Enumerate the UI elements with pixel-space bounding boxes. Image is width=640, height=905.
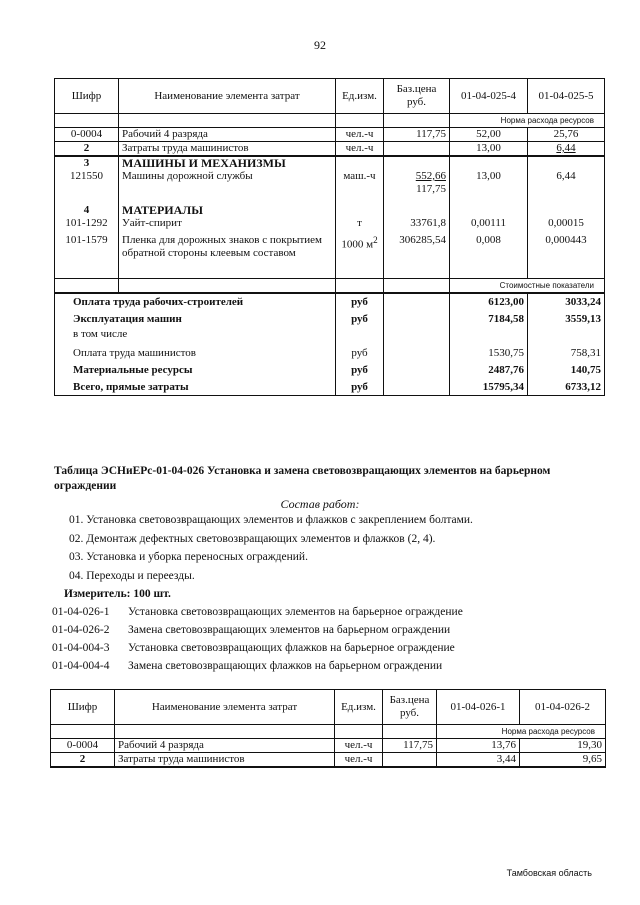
table-row [55,128,605,142]
row-unit [336,234,384,279]
row-unit: чел.-ч [336,142,384,157]
item-code: 01-04-026-2 [52,624,110,636]
summary-row [55,311,605,328]
summary-row [55,328,605,344]
row-unit: чел.-ч [335,739,383,753]
section-title: МАТЕРИАЛЫ [119,204,336,217]
footer-region: Тамбовская область [506,868,592,878]
row-price [384,170,450,204]
row-value-2: 6,44 [528,170,605,204]
summary-unit: руб [336,362,384,379]
row-code: 2 [55,142,119,157]
row-name: Рабочий 4 разряда [115,739,335,753]
work-item: 03. Установка и уборка переносных ограждений. [69,551,308,563]
summary-value-2: 140,75 [528,362,605,379]
summary-value-1: 15795,34 [450,379,528,396]
item-code: 01-04-004-3 [52,642,110,654]
row-value-1: 3,44 [437,753,520,768]
item-text: Замена световозвращающих элементов на барьерном ограждении [128,624,451,636]
summary-unit: руб [336,293,384,311]
row-value-2: 19,30 [520,739,606,753]
norm-label: Норма расхода ресурсов [450,114,605,128]
table-header-row [51,690,606,725]
row-value-1: 13,76 [437,739,520,753]
summary-unit: руб [336,344,384,362]
section-code: 3 [55,156,119,170]
row-price: 306285,54 [384,234,450,279]
row-price [383,753,437,768]
row-name: Уайт-спирит [119,217,336,234]
table-row [55,170,605,204]
header-code: Шифр [55,79,119,114]
norm-label-row [55,114,605,128]
row-name: Затраты труда машинистов [119,142,336,157]
section-row [55,156,605,170]
row-value-2: 0,00015 [528,217,605,234]
item-code: 01-04-004-4 [52,660,110,672]
table-row [51,753,606,768]
header-unit: Ед.изм. [335,690,383,725]
row-code: 121550 [55,170,119,204]
item-text: Установка световозвращающих элементов на барьерное ограждение [128,606,463,618]
resource-table-025 [54,78,605,396]
row-price: 33761,8 [384,217,450,234]
header-unit: Ед.изм. [336,79,384,114]
header-code: Шифр [51,690,115,725]
norm-label: Норма расхода ресурсов [437,725,606,739]
summary-name: Всего, прямые затраты [55,379,336,396]
row-unit: чел.-ч [335,753,383,768]
table-header-row [55,79,605,114]
summary-row [55,362,605,379]
row-value-2: 9,65 [520,753,606,768]
cost-label: Стоимостные показатели [450,279,605,294]
row-value-1: 13,00 [450,142,528,157]
price-b: 117,75 [416,183,446,195]
summary-name: в том числе [55,328,336,344]
header-price: Баз.цена руб. [384,79,450,114]
summary-name: Оплата труда рабочих-строителей [55,293,336,311]
summary-value-2: 6733,12 [528,379,605,396]
row-name: Машины дорожной службы [119,170,336,204]
row-value-1: 13,00 [450,170,528,204]
row-code: 101-1579 [55,234,119,279]
summary-unit: руб [336,311,384,328]
work-item: 04. Переходы и переезды. [69,570,195,582]
row-code: 0-0004 [55,128,119,142]
summary-row [55,379,605,396]
section-row [55,204,605,217]
header-price: Баз.цена руб. [383,690,437,725]
summary-row [55,344,605,362]
section-code: 4 [55,204,119,217]
row-value-2: 25,76 [528,128,605,142]
table-row [55,142,605,157]
row-value-1: 0,008 [450,234,528,279]
row-name: Рабочий 4 разряда [119,128,336,142]
row-unit: маш.-ч [336,170,384,204]
row-price: 117,75 [384,128,450,142]
row-unit: чел.-ч [336,128,384,142]
meter: Измеритель: 100 шт. [64,588,171,600]
composition-title: Состав работ: [280,497,360,511]
page-number: 92 [314,38,326,52]
summary-value-2: 3033,24 [528,293,605,311]
header-col1: 01-04-026-1 [437,690,520,725]
table-row [51,739,606,753]
unit-text: 1000 м [341,238,374,251]
summary-value-2: 3559,13 [528,311,605,328]
summary-value-2: 758,31 [528,344,605,362]
row-code: 0-0004 [51,739,115,753]
summary-name: Материальные ресурсы [55,362,336,379]
table-row [55,217,605,234]
summary-row [55,293,605,311]
row-price: 117,75 [383,739,437,753]
price-a: 552,66 [415,170,446,182]
row-unit: т [336,217,384,234]
header-col2: 01-04-025-5 [528,79,605,114]
row-name: Затраты труда машинистов [115,753,335,768]
row-value-2: 0,000443 [528,234,605,279]
summary-value-1: 7184,58 [450,311,528,328]
header-col1: 01-04-025-4 [450,79,528,114]
item-code: 01-04-026-1 [52,606,110,618]
work-item: 02. Демонтаж дефектных световозвращающих элементов и флажков (2, 4). [69,533,436,545]
row-value-1: 52,00 [450,128,528,142]
row-code: 101-1292 [55,217,119,234]
unit-superscript: 2 [373,235,378,245]
row-value-1: 0,00111 [450,217,528,234]
summary-value-1: 2487,76 [450,362,528,379]
cost-label-row [55,279,605,294]
summary-unit: руб [336,379,384,396]
norm-label-row [51,725,606,739]
header-name: Наименование элемента затрат [115,690,335,725]
item-text: Установка световозвращающих флажков на барьерное ограждение [128,642,455,654]
header-name: Наименование элемента затрат [119,79,336,114]
header-col2: 01-04-026-2 [520,690,606,725]
summary-value-1: 6123,00 [450,293,528,311]
row-price [384,142,450,157]
resource-table-026 [50,689,606,768]
summary-name: Оплата труда машинистов [55,344,336,362]
table-caption: Таблица ЭСНиЕРс-01-04-026 Установка и замена световозвращающих элементов на барьерном ограждении [54,465,551,492]
row-code: 2 [51,753,115,768]
work-item: 01. Установка световозвращающих элементов и флажков с закреплением болтами. [69,514,473,526]
row-name: Пленка для дорожных знаков с покрытием обратной стороны клеевым составом [119,234,336,279]
section-title: МАШИНЫ И МЕХАНИЗМЫ [119,156,336,170]
item-text: Замена световозвращающих флажков на барьерном ограждении [128,660,443,672]
summary-value-1: 1530,75 [450,344,528,362]
summary-name: Эксплуатация машин [55,311,336,328]
table-row [55,234,605,279]
row-value-2: 6,44 [528,142,605,157]
